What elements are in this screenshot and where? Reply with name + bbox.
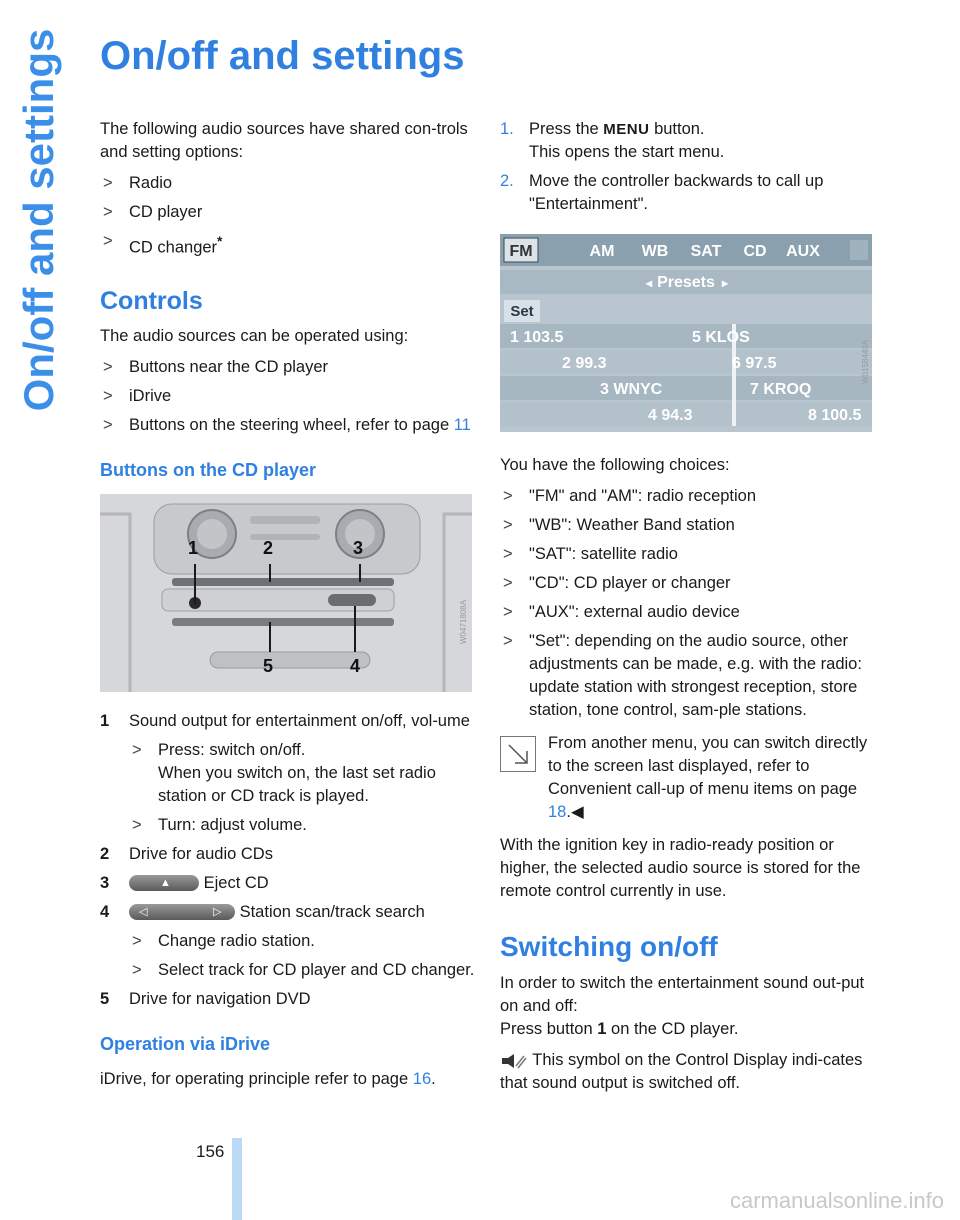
numbered-item: 1 Sound output for entertainment on/off, vol-ume [100,711,470,730]
screen-tab: AUX [786,243,820,260]
figure-code: W0471808A [459,599,468,644]
numbered-item: 3 ▲ Eject CD [100,873,269,892]
screen-tab: WB [641,243,669,260]
page-title: On/off and settings [100,34,465,78]
page-number: 156 [196,1142,225,1161]
eject-button-icon: ▲ [129,875,199,891]
switch-instruction: Press button 1 on the CD player. [500,1020,739,1038]
list-item: > Turn: adjust volume. [132,815,307,834]
list-item: > "CD": CD player or changer [503,574,731,592]
bullet-marker: > [103,203,113,221]
bullet-marker: > [103,232,113,250]
symbol-text: This symbol on the Control Display indi-cates that sound output is switched off. [500,1051,863,1092]
list-item: > "Set": depending on the audio source, other adjustments can be made, e.g. with the radio: update station with strongest reception, store station, tone control, sam-ple stations. [503,632,862,719]
choices-intro: You have the following choices: [500,456,730,474]
station-preset: 6 97.5 [732,355,777,372]
figure-label: 3 [353,537,364,558]
page-link[interactable]: 18 [548,803,567,821]
list-item: > Radio [100,172,475,195]
numbered-item: 2 Drive for audio CDs [100,844,273,863]
right-column [500,118,880,1103]
screen-tab: SAT [690,243,722,260]
controls-heading: Controls [100,286,203,315]
list-item: > Select track for CD player and CD changer. [132,960,475,979]
station-preset: 8 100.5 [808,407,862,424]
station-preset: 1 103.5 [510,329,564,346]
figure-label: 2 [263,537,274,558]
optional-star: * [217,234,223,249]
audio-sources-list [100,172,475,260]
list-item: > Change radio station. [132,931,315,950]
side-chapter-title: On/off and settings [15,28,62,412]
station-preset: 7 KROQ [750,381,812,398]
list-item: > "SAT": satellite radio [503,545,678,563]
figure-label: 1 [188,537,199,558]
sound-off-icon [500,1052,528,1070]
screen-tab: FM [509,243,533,260]
screen-tab: AM [589,243,615,260]
station-preset: 2 99.3 [562,355,607,372]
list-item: > "WB": Weather Band station [503,516,735,534]
bullet-marker: > [103,174,113,192]
left-column [100,118,475,1099]
cd-buttons-heading: Buttons on the CD player [100,459,317,480]
figure-code: W0158440A [861,339,870,384]
list-item: > Buttons near the CD player [103,357,329,376]
list-item: > "AUX": external audio device [503,603,740,621]
figure-label: 5 [263,655,274,676]
svg-text:◂: ◂ [646,276,653,290]
list-item: > iDrive [103,386,172,405]
switch-text: In order to switch the entertainment sound out-put on and off: [500,974,865,1015]
idrive-heading: Operation via iDrive [100,1033,271,1054]
scan-search-button-icon: ◁ ▷ [129,904,235,920]
figure-label: 4 [350,655,361,676]
sub-list [129,930,475,982]
station-preset: 3 WNYC [600,381,663,398]
screen-tab: CD [743,243,767,260]
numbered-step: 2. Move the controller backwards to call up "Entertainment". [500,172,824,213]
station-preset: 4 94.3 [648,407,693,424]
ignition-text: With the ignition key in radio-ready position or higher, the selected audio source is stored for the remote control currently in use. [500,836,861,900]
numbered-item: 4 ◁ ▷ Station scan/track search [100,902,425,921]
list-item: > CD player [100,201,475,224]
list-item: > "FM" and "AM": radio reception [503,487,757,505]
numbered-item: 5 Drive for navigation DVD [100,989,311,1008]
station-preset: 5 KLOS [692,329,750,346]
idrive-text: iDrive, for operating principle refer to page 16. [100,1069,436,1088]
set-label: Set [510,303,534,320]
menu-key-icon: MENU [603,121,650,138]
page-number-bar [232,1138,242,1220]
intro-text: The following audio sources have shared con-trols and setting options: [100,120,468,161]
numbered-step: 1. Press the MENU button. This opens the start menu. [500,120,725,161]
controls-list [100,356,475,437]
note-arrow-icon [500,736,536,772]
footer-watermark: carmanualsonline.info [729,1188,944,1213]
switching-heading: Switching on/off [500,931,718,962]
list-item: > Buttons on the steering wheel, refer to page 11 [103,415,471,434]
sub-list [129,739,475,837]
choices-list [500,485,880,722]
cd-player-figure [100,494,472,692]
controls-intro: The audio sources can be operated using: [100,326,409,345]
page-link[interactable]: 11 [453,415,471,434]
list-item: > CD changer* [103,232,223,257]
svg-text:▸: ▸ [722,276,729,290]
list-item: > Press: switch on/off. When you switch on, the last set radio station or CD track is played. [132,740,436,805]
entertainment-screen-figure [500,234,872,432]
presets-label: Presets [657,274,715,291]
page-link[interactable]: 16 [412,1069,432,1088]
note-block: From another menu, you can switch directly to the screen last displayed, refer to Convenient call-up of menu items on page 18.◀ [500,732,880,824]
